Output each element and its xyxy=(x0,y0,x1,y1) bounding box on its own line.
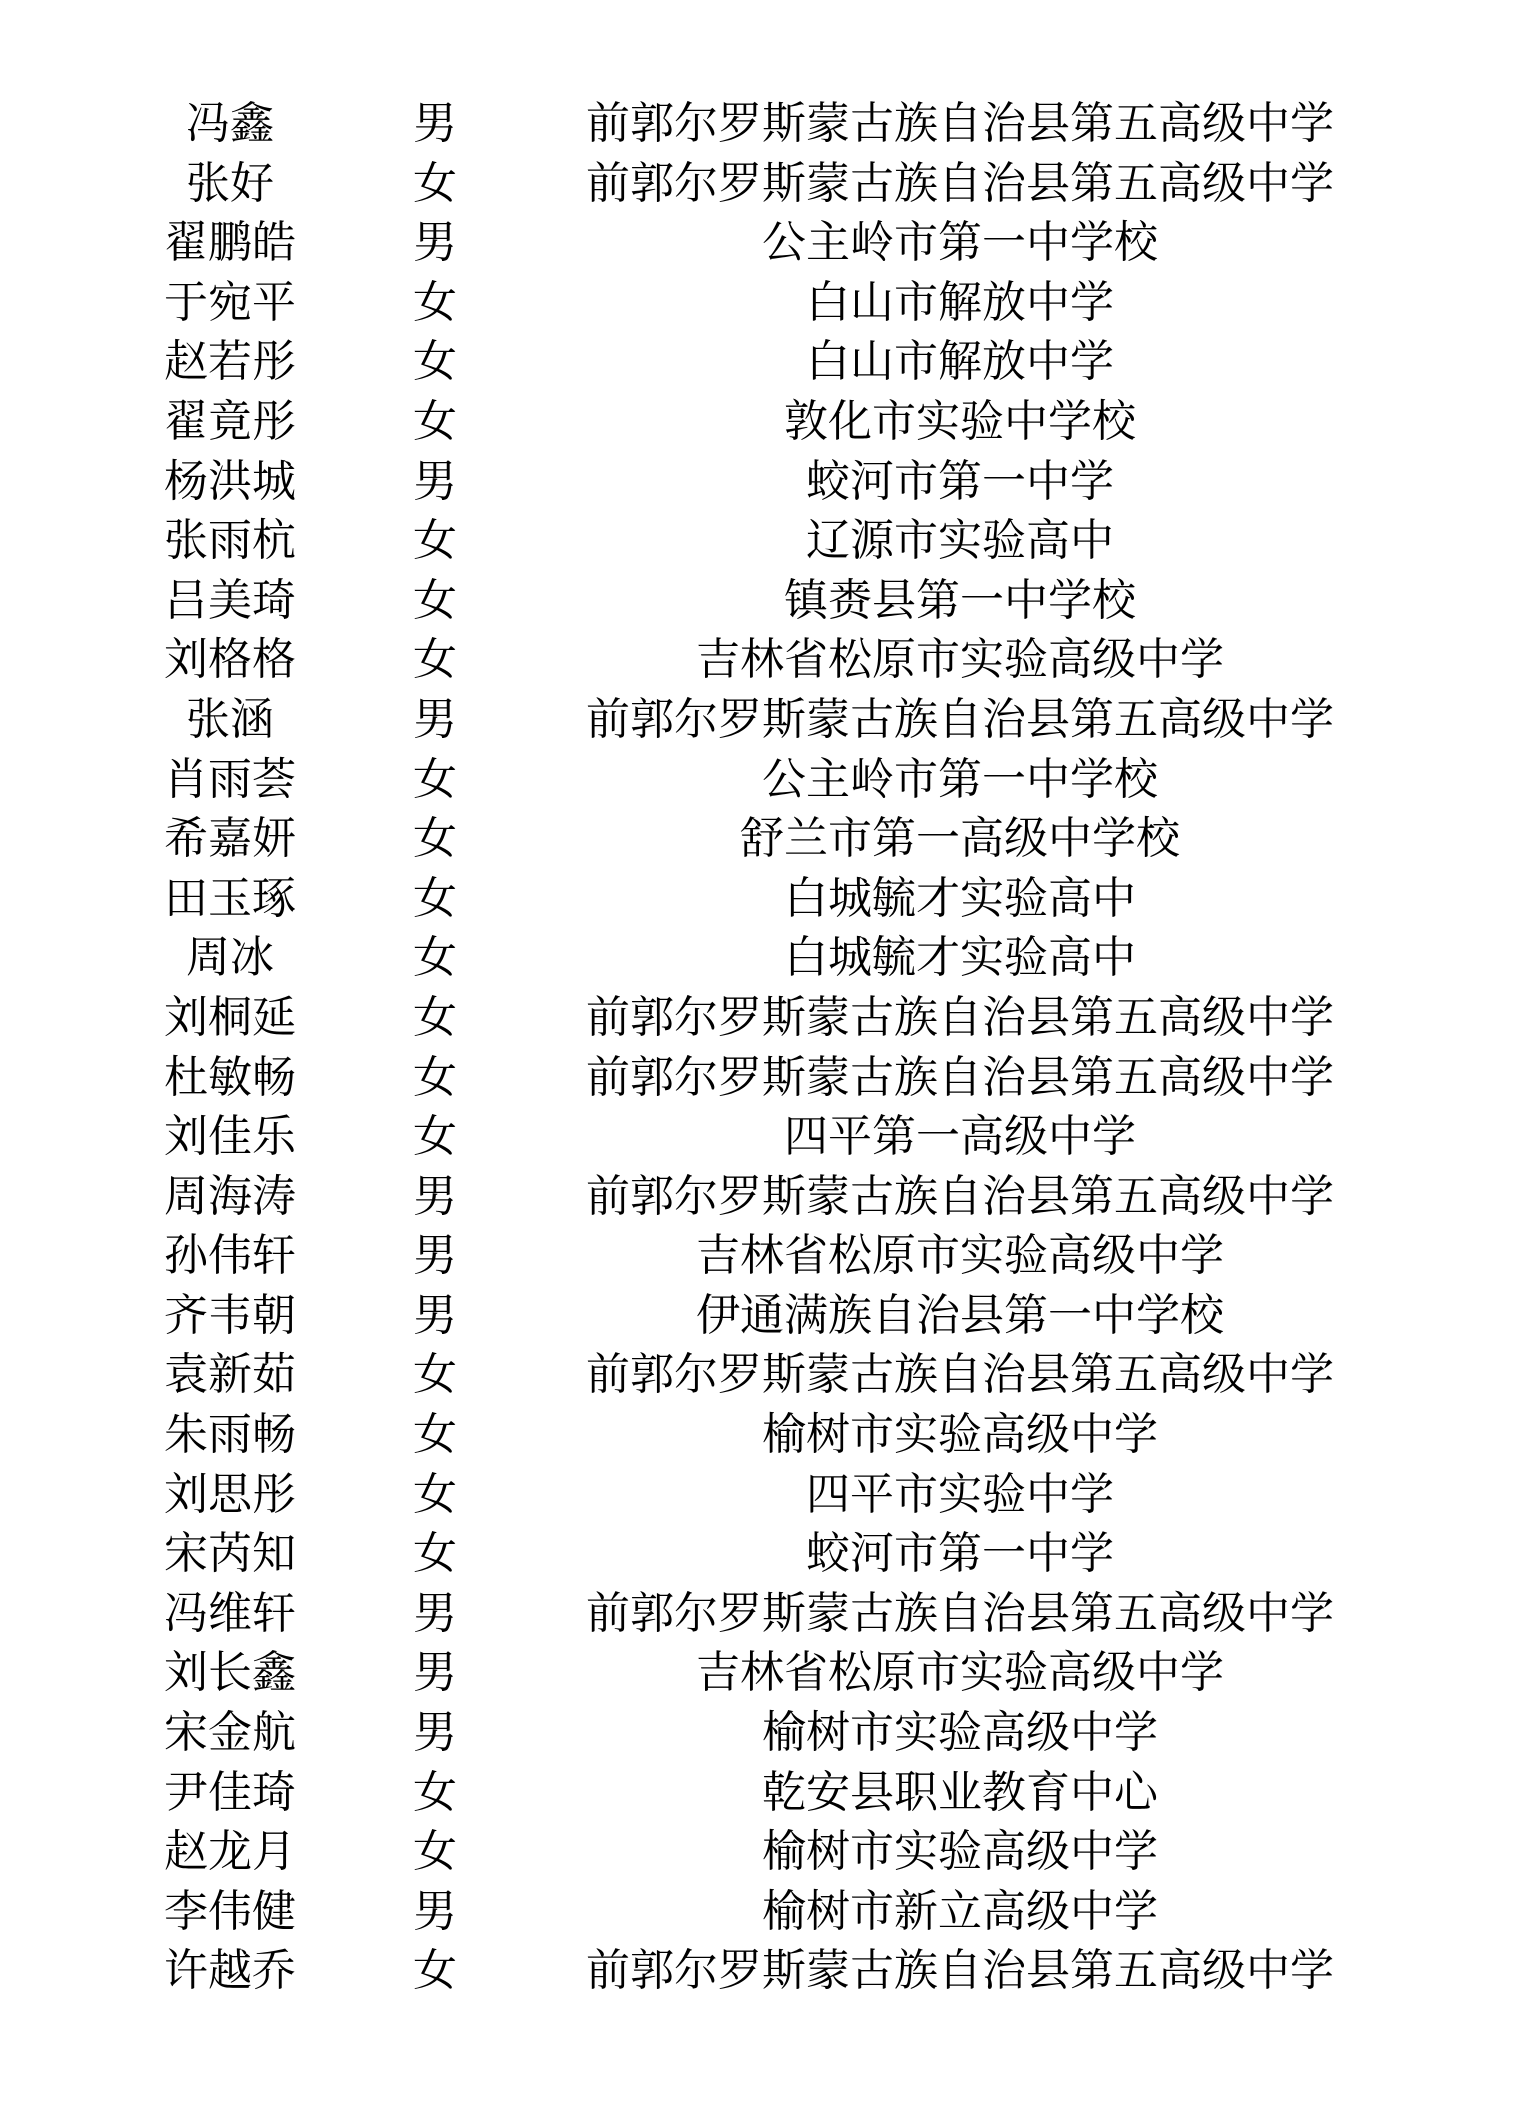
student-name: 朱雨畅 xyxy=(164,1409,296,1461)
student-gender: 女 xyxy=(413,1409,457,1461)
student-gender: 女 xyxy=(413,1111,457,1163)
student-gender: 女 xyxy=(413,1826,457,1878)
student-name: 张涵 xyxy=(186,693,274,745)
student-gender: 女 xyxy=(413,515,457,567)
student-school: 四平市实验中学 xyxy=(806,1468,1114,1520)
student-name: 宋金航 xyxy=(164,1707,296,1759)
student-gender: 女 xyxy=(413,991,457,1043)
student-gender: 女 xyxy=(413,1766,457,1818)
student-name: 周冰 xyxy=(186,932,274,984)
student-gender: 女 xyxy=(413,1468,457,1520)
student-name: 刘思彤 xyxy=(164,1468,296,1520)
student-gender: 男 xyxy=(413,1707,457,1759)
student-gender: 女 xyxy=(413,753,457,805)
list-item xyxy=(0,1941,1522,2001)
list-item xyxy=(0,1465,1522,1525)
list-item xyxy=(0,1524,1522,1584)
list-item xyxy=(0,1167,1522,1227)
student-school: 榆树市新立高级中学 xyxy=(762,1885,1158,1937)
student-name: 刘桐延 xyxy=(164,991,296,1043)
student-name: 翟竟彤 xyxy=(164,395,296,447)
list-item xyxy=(0,1822,1522,1882)
list-item xyxy=(0,1107,1522,1167)
list-item xyxy=(0,1048,1522,1108)
student-name: 刘佳乐 xyxy=(164,1111,296,1163)
list-item xyxy=(0,1226,1522,1286)
student-gender: 女 xyxy=(413,1349,457,1401)
student-gender: 女 xyxy=(413,336,457,388)
list-item xyxy=(0,690,1522,750)
student-school: 前郭尔罗斯蒙古族自治县第五高级中学 xyxy=(586,1170,1334,1222)
student-name: 赵龙月 xyxy=(164,1826,296,1878)
student-school: 前郭尔罗斯蒙古族自治县第五高级中学 xyxy=(586,157,1334,209)
list-item xyxy=(0,1405,1522,1465)
student-gender: 男 xyxy=(413,217,457,269)
list-item xyxy=(0,928,1522,988)
student-name: 翟鹏皓 xyxy=(164,217,296,269)
student-school: 榆树市实验高级中学 xyxy=(762,1826,1158,1878)
student-school: 公主岭市第一中学校 xyxy=(762,753,1158,805)
student-name: 刘长鑫 xyxy=(164,1647,296,1699)
student-name: 宋芮知 xyxy=(164,1528,296,1580)
student-school: 前郭尔罗斯蒙古族自治县第五高级中学 xyxy=(586,1587,1334,1639)
student-gender: 女 xyxy=(413,276,457,328)
student-school: 榆树市实验高级中学 xyxy=(762,1707,1158,1759)
student-name: 冯鑫 xyxy=(186,98,274,149)
list-item xyxy=(0,809,1522,869)
student-name: 张雨杭 xyxy=(164,515,296,567)
student-name: 肖雨荟 xyxy=(164,753,296,805)
student-school: 吉林省松原市实验高级中学 xyxy=(696,634,1224,686)
student-gender: 女 xyxy=(413,634,457,686)
student-school: 吉林省松原市实验高级中学 xyxy=(696,1647,1224,1699)
student-gender: 女 xyxy=(413,1528,457,1580)
list-item xyxy=(0,94,1522,154)
student-name: 李伟健 xyxy=(164,1885,296,1937)
student-gender: 男 xyxy=(413,1587,457,1639)
student-school: 榆树市实验高级中学 xyxy=(762,1409,1158,1461)
student-school: 四平第一高级中学 xyxy=(784,1111,1136,1163)
student-name: 袁新茹 xyxy=(164,1349,296,1401)
list-item xyxy=(0,332,1522,392)
student-gender: 女 xyxy=(413,813,457,865)
student-gender: 男 xyxy=(413,455,457,507)
student-school: 辽源市实验高中 xyxy=(806,515,1114,567)
list-item xyxy=(0,1345,1522,1405)
student-name: 尹佳琦 xyxy=(164,1766,296,1818)
student-school: 前郭尔罗斯蒙古族自治县第五高级中学 xyxy=(586,1349,1334,1401)
student-school: 蛟河市第一中学 xyxy=(806,1528,1114,1580)
student-school: 前郭尔罗斯蒙古族自治县第五高级中学 xyxy=(586,1051,1334,1103)
student-school: 白城毓才实验高中 xyxy=(784,872,1136,924)
student-gender: 男 xyxy=(413,693,457,745)
student-gender: 女 xyxy=(413,395,457,447)
student-school: 敦化市实验中学校 xyxy=(784,395,1136,447)
student-gender: 女 xyxy=(413,1051,457,1103)
student-school: 前郭尔罗斯蒙古族自治县第五高级中学 xyxy=(586,693,1334,745)
list-item xyxy=(0,154,1522,214)
list-item xyxy=(0,988,1522,1048)
student-gender: 女 xyxy=(413,932,457,984)
student-school: 白城毓才实验高中 xyxy=(784,932,1136,984)
list-item xyxy=(0,1703,1522,1763)
student-name: 冯维轩 xyxy=(164,1587,296,1639)
student-gender: 男 xyxy=(413,1289,457,1341)
student-gender: 男 xyxy=(413,1647,457,1699)
student-roster-list xyxy=(0,94,1522,2001)
student-gender: 女 xyxy=(413,872,457,924)
student-gender: 男 xyxy=(413,1170,457,1222)
list-item xyxy=(0,571,1522,631)
student-gender: 男 xyxy=(413,1230,457,1282)
student-school: 乾安县职业教育中心 xyxy=(762,1766,1158,1818)
student-school: 白山市解放中学 xyxy=(806,336,1114,388)
student-gender: 女 xyxy=(413,574,457,626)
list-item xyxy=(0,213,1522,273)
list-item xyxy=(0,1882,1522,1942)
list-item xyxy=(0,869,1522,929)
student-school: 前郭尔罗斯蒙古族自治县第五高级中学 xyxy=(586,98,1334,149)
student-school: 伊通满族自治县第一中学校 xyxy=(696,1289,1224,1341)
student-school: 吉林省松原市实验高级中学 xyxy=(696,1230,1224,1282)
student-school: 白山市解放中学 xyxy=(806,276,1114,328)
list-item xyxy=(0,452,1522,512)
list-item xyxy=(0,511,1522,571)
student-name: 杨洪城 xyxy=(164,455,296,507)
student-name: 周海涛 xyxy=(164,1170,296,1222)
list-item xyxy=(0,630,1522,690)
list-item xyxy=(0,1643,1522,1703)
list-item xyxy=(0,273,1522,333)
student-name: 许越乔 xyxy=(164,1945,296,1997)
student-gender: 男 xyxy=(413,98,457,149)
student-school: 公主岭市第一中学校 xyxy=(762,217,1158,269)
student-name: 刘格格 xyxy=(164,634,296,686)
student-name: 赵若彤 xyxy=(164,336,296,388)
student-gender: 男 xyxy=(413,1885,457,1937)
student-school: 前郭尔罗斯蒙古族自治县第五高级中学 xyxy=(586,1945,1334,1997)
list-item xyxy=(0,750,1522,810)
student-school: 镇赉县第一中学校 xyxy=(784,574,1136,626)
student-school: 舒兰市第一高级中学校 xyxy=(740,813,1180,865)
student-name: 希嘉妍 xyxy=(164,813,296,865)
list-item xyxy=(0,392,1522,452)
student-name: 张好 xyxy=(186,157,274,209)
student-school: 蛟河市第一中学 xyxy=(806,455,1114,507)
student-name: 齐韦朝 xyxy=(164,1289,296,1341)
list-item xyxy=(0,1763,1522,1823)
list-item xyxy=(0,1584,1522,1644)
student-name: 孙伟轩 xyxy=(164,1230,296,1282)
student-gender: 女 xyxy=(413,1945,457,1997)
student-name: 田玉琢 xyxy=(164,872,296,924)
student-name: 吕美琦 xyxy=(164,574,296,626)
list-item xyxy=(0,1286,1522,1346)
student-school: 前郭尔罗斯蒙古族自治县第五高级中学 xyxy=(586,991,1334,1043)
student-name: 于宛平 xyxy=(164,276,296,328)
student-name: 杜敏畅 xyxy=(164,1051,296,1103)
student-gender: 女 xyxy=(413,157,457,209)
